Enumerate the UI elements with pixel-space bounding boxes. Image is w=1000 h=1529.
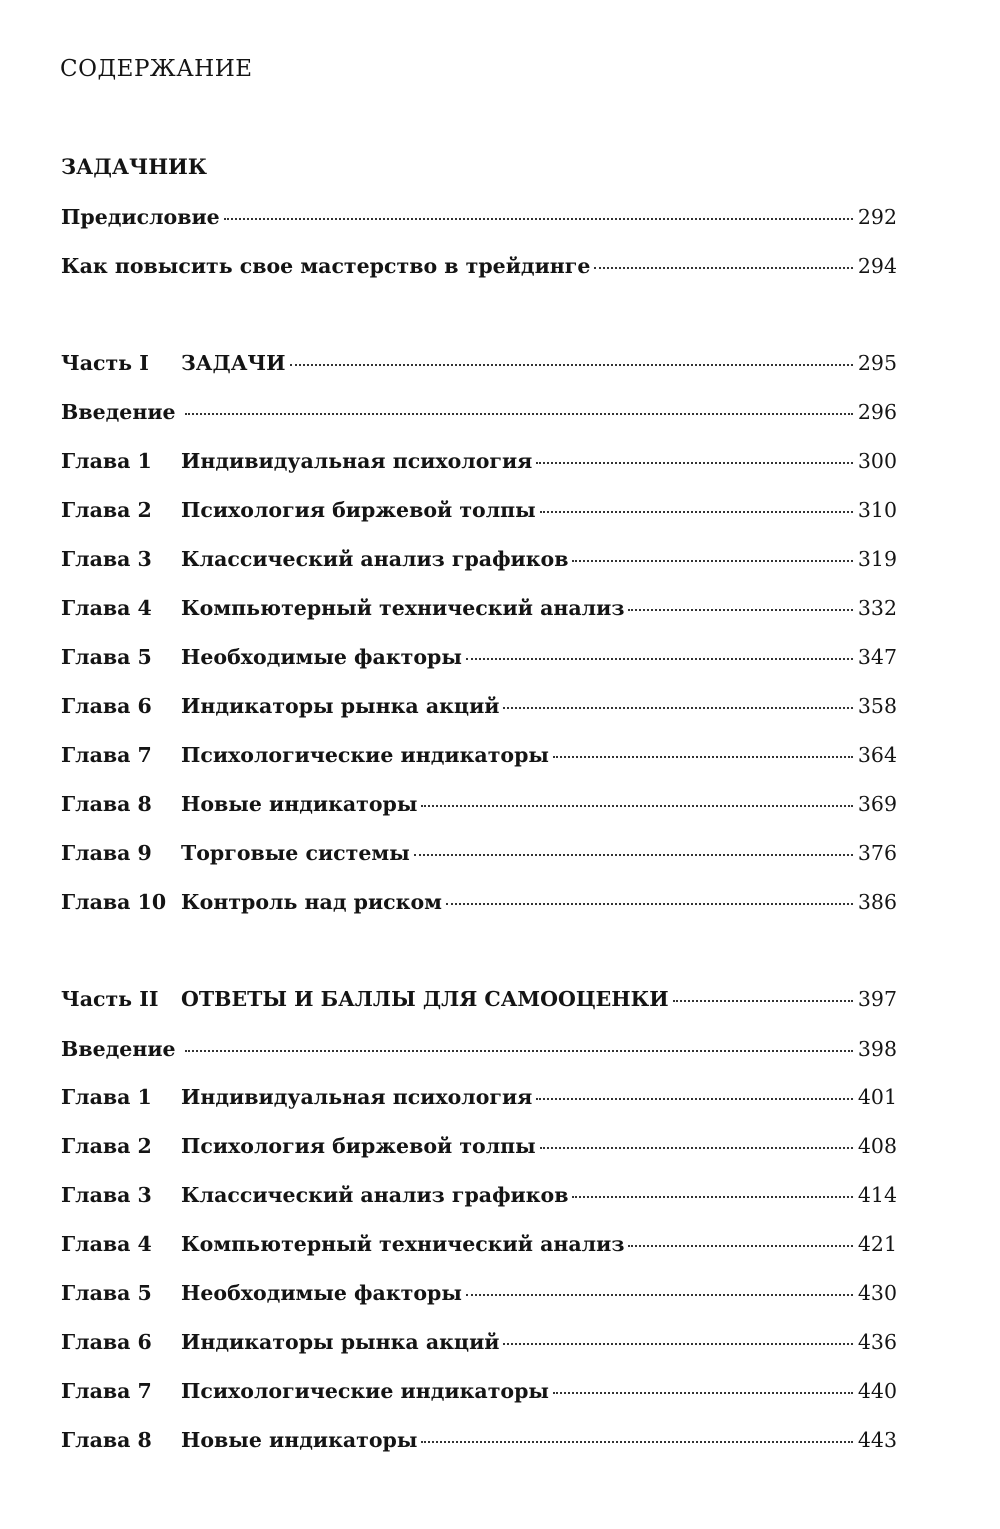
toc-chapter-title: Классический анализ графиков — [181, 1183, 569, 1207]
toc-chapter-label: Глава 6 — [61, 694, 152, 718]
toc-part-label: Часть I — [61, 351, 149, 375]
toc-chapter-title: Индикаторы рынка акций — [181, 1330, 500, 1354]
dot-leader — [421, 1441, 852, 1443]
running-head: СОДЕРЖАНИЕ — [60, 56, 253, 82]
toc-chapter-row[interactable] — [61, 789, 897, 819]
toc-chapter-label: Глава 4 — [61, 1232, 152, 1256]
toc-page-number: 364 — [857, 743, 897, 767]
toc-chapter-label: Глава 5 — [61, 645, 152, 669]
toc-chapter-title: Психология биржевой толпы — [181, 498, 536, 522]
toc-chapter-label: Глава 8 — [61, 1428, 152, 1452]
toc-chapter-row[interactable] — [61, 1229, 897, 1259]
toc-page-number: 358 — [857, 694, 897, 718]
dot-leader — [572, 1196, 852, 1198]
dot-leader — [553, 756, 853, 758]
toc-chapter-label: Глава 5 — [61, 1281, 152, 1305]
toc-page-number: 332 — [857, 596, 897, 620]
toc-chapter-label: Глава 8 — [61, 792, 152, 816]
toc-chapter-title: Классический анализ графиков — [181, 547, 569, 571]
toc-chapter-row[interactable] — [61, 544, 897, 574]
toc-chapter-label: Глава 3 — [61, 547, 152, 571]
toc-chapter-row[interactable] — [61, 495, 897, 525]
dot-leader — [421, 805, 852, 807]
toc-page-number: 436 — [857, 1330, 897, 1354]
toc-chapter-row[interactable] — [61, 740, 897, 770]
toc-part-1[interactable] — [61, 348, 897, 378]
toc-page-number: 386 — [857, 890, 897, 914]
toc-part-2[interactable] — [61, 984, 897, 1014]
toc-chapter-label: Глава 9 — [61, 841, 152, 865]
dot-leader — [466, 658, 853, 660]
dot-leader — [290, 364, 853, 366]
toc-chapter-title: Контроль над риском — [181, 890, 442, 914]
toc-page-number: 296 — [857, 400, 897, 424]
toc-page-number: 310 — [857, 498, 897, 522]
toc-chapter-row[interactable] — [61, 446, 897, 476]
toc-page-number: 369 — [857, 792, 897, 816]
toc-page-number: 294 — [857, 254, 897, 278]
toc-page-number: 443 — [857, 1428, 897, 1452]
toc-entry-title: Предисловие — [61, 205, 220, 229]
toc-chapter-title: Необходимые факторы — [181, 1281, 462, 1305]
toc-part-title: ЗАДАЧИ — [181, 351, 286, 375]
toc-page-number: 376 — [857, 841, 897, 865]
toc-chapter-row[interactable] — [61, 1327, 897, 1357]
toc-page-number: 401 — [857, 1085, 897, 1109]
toc-entry-intro-part-2[interactable] — [61, 1034, 897, 1064]
toc-chapter-label: Глава 4 — [61, 596, 152, 620]
dot-leader — [466, 1294, 853, 1296]
dot-leader — [553, 1392, 853, 1394]
toc-chapter-row[interactable] — [61, 887, 897, 917]
toc-part-label: Часть II — [61, 987, 159, 1011]
toc-page-number: 440 — [857, 1379, 897, 1403]
toc-part-title: ОТВЕТЫ И БАЛЛЫ ДЛЯ САМООЦЕНКИ — [181, 987, 669, 1011]
toc-chapter-row[interactable] — [61, 1131, 897, 1161]
toc-page-number: 397 — [857, 987, 897, 1011]
toc-entry-label: Введение — [61, 400, 176, 424]
toc-page-number: 347 — [857, 645, 897, 669]
dot-leader — [503, 707, 852, 709]
toc-chapter-title: Индивидуальная психология — [181, 449, 533, 473]
toc-chapter-title: Компьютерный технический анализ — [181, 596, 625, 620]
toc-page-number: 292 — [857, 205, 897, 229]
section-title: ЗАДАЧНИК — [61, 154, 207, 179]
toc-chapter-label: Глава 2 — [61, 498, 152, 522]
toc-chapter-label: Глава 7 — [61, 1379, 152, 1403]
toc-chapter-row[interactable] — [61, 1376, 897, 1406]
dot-leader — [594, 267, 852, 269]
toc-chapter-label: Глава 7 — [61, 743, 152, 767]
toc-chapter-row[interactable] — [61, 1425, 897, 1455]
dot-leader — [536, 1098, 853, 1100]
dot-leader — [628, 609, 852, 611]
toc-entry-intro-part-1[interactable] — [61, 397, 897, 427]
toc-chapter-title: Психологические индикаторы — [181, 1379, 549, 1403]
toc-chapter-label: Глава 6 — [61, 1330, 152, 1354]
toc-chapter-row[interactable] — [61, 642, 897, 672]
toc-page-number: 430 — [857, 1281, 897, 1305]
toc-page-number: 319 — [857, 547, 897, 571]
toc-chapter-row[interactable] — [61, 1082, 897, 1112]
toc-entry-label: Введение — [61, 1037, 176, 1061]
dot-leader — [540, 511, 853, 513]
dot-leader — [414, 854, 853, 856]
toc-page-number: 414 — [857, 1183, 897, 1207]
toc-page-number: 295 — [857, 351, 897, 375]
toc-chapter-row[interactable] — [61, 593, 897, 623]
toc-chapter-label: Глава 2 — [61, 1134, 152, 1158]
toc-chapter-row[interactable] — [61, 691, 897, 721]
toc-chapter-title: Новые индикаторы — [181, 792, 418, 816]
dot-leader — [185, 413, 853, 415]
toc-chapter-title: Психология биржевой толпы — [181, 1134, 536, 1158]
toc-chapter-title: Индивидуальная психология — [181, 1085, 533, 1109]
toc-chapter-title: Психологические индикаторы — [181, 743, 549, 767]
toc-chapter-row[interactable] — [61, 838, 897, 868]
dot-leader — [540, 1147, 853, 1149]
toc-chapter-label: Глава 3 — [61, 1183, 152, 1207]
toc-page-number: 300 — [857, 449, 897, 473]
dot-leader — [628, 1245, 852, 1247]
toc-chapter-row[interactable] — [61, 1180, 897, 1210]
dot-leader — [572, 560, 852, 562]
toc-page-number: 408 — [857, 1134, 897, 1158]
dot-leader — [503, 1343, 852, 1345]
toc-page-number: 421 — [857, 1232, 897, 1256]
toc-entry-trading-mastery[interactable] — [61, 251, 897, 281]
toc-entry-title: Как повысить свое мастерство в трейдинге — [61, 254, 591, 278]
toc-chapter-label: Глава 1 — [61, 449, 152, 473]
toc-page-number: 398 — [857, 1037, 897, 1061]
dot-leader — [224, 218, 853, 220]
dot-leader — [536, 462, 853, 464]
dot-leader — [446, 903, 853, 905]
toc-chapter-row[interactable] — [61, 1278, 897, 1308]
toc-chapter-title: Новые индикаторы — [181, 1428, 418, 1452]
toc-chapter-title: Необходимые факторы — [181, 645, 462, 669]
toc-entry-preface[interactable] — [61, 202, 897, 232]
toc-chapter-label: Глава 1 — [61, 1085, 152, 1109]
toc-chapter-title: Торговые системы — [181, 841, 410, 865]
toc-chapter-title: Индикаторы рынка акций — [181, 694, 500, 718]
dot-leader — [185, 1050, 853, 1052]
toc-chapter-title: Компьютерный технический анализ — [181, 1232, 625, 1256]
dot-leader — [673, 1000, 853, 1002]
toc-chapter-label: Глава 10 — [61, 890, 167, 914]
